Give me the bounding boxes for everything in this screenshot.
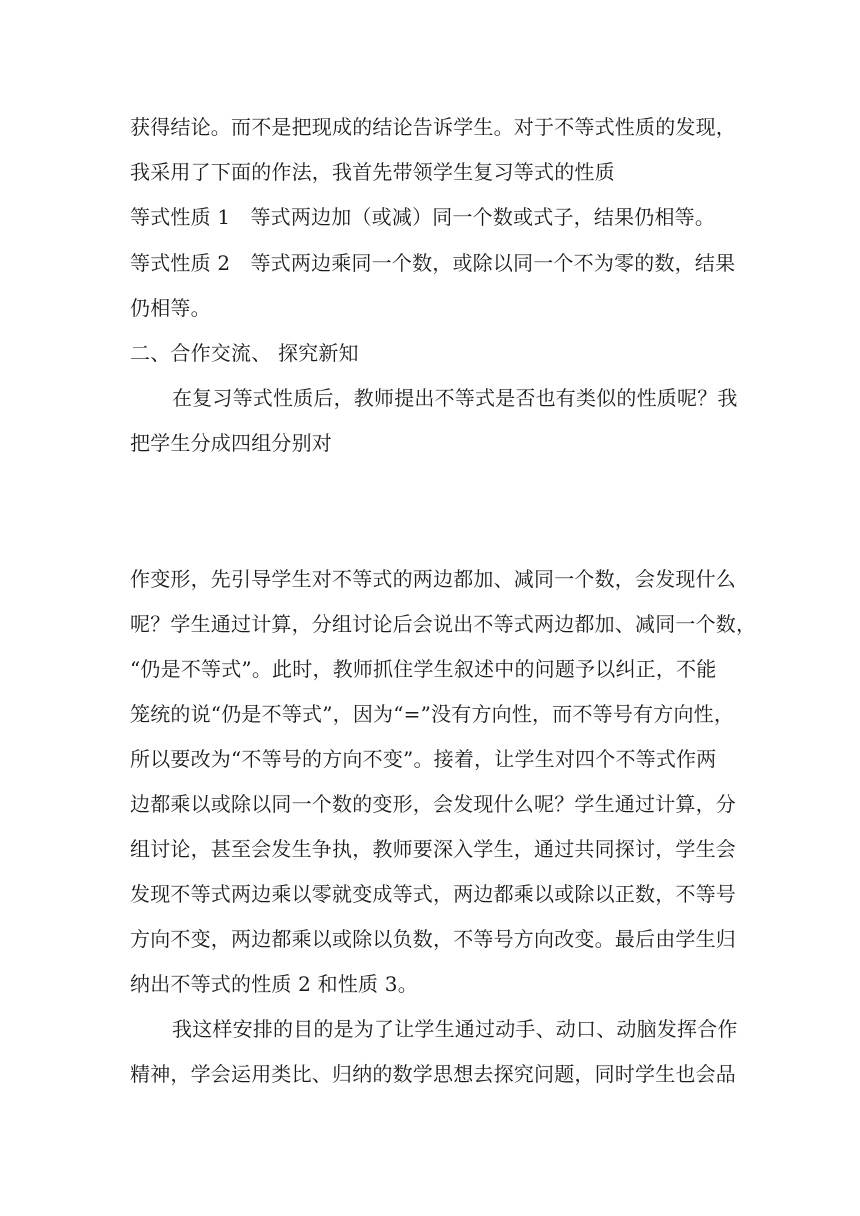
text-line: 组讨论，甚至会发生争执，教师要深入学生，通过共同探讨，学生会	[130, 837, 736, 861]
text-line: 呢？学生通过计算，分组讨论后会说出不等式两边都加、减同一个数，	[130, 612, 757, 636]
text-line: 所以要改为“不等号的方向不变”。接着，让学生对四个不等式作两	[130, 747, 717, 771]
text-line: “仍是不等式”。此时，教师抓住学生叙述中的问题予以纠正，不能	[130, 657, 717, 681]
text-line: 仍相等。	[130, 296, 211, 320]
text-line: 边都乘以或除以同一个数的变形，会发现什么呢？学生通过计算，分	[130, 792, 736, 816]
text-line: 我这样安排的目的是为了让学生通过动手、动口、动脑发挥合作	[172, 1017, 738, 1041]
text-line: 我采用了下面的作法，我首先带领学生复习等式的性质	[130, 160, 615, 184]
text-line: 发现不等式两边乘以零就变成等式，两边都乘以或除以正数，不等号	[130, 882, 736, 906]
text-line: 把学生分成四组分别对	[130, 431, 332, 455]
text-line: 纳出不等式的性质 2 和性质 3。	[130, 972, 418, 996]
text-line: 笼统的说“仍是不等式”，因为“=”没有方向性，而不等号有方向性，	[130, 702, 735, 726]
text-line: 获得结论。而不是把现成的结论告诉学生。对于不等式性质的发现，	[130, 115, 736, 139]
text-line: 在复习等式性质后，教师提出不等式是否也有类似的性质呢？我	[172, 386, 738, 410]
text-line: 方向不变，两边都乘以或除以负数，不等号方向改变。最后由学生归	[130, 927, 736, 951]
section-heading: 二、合作交流、 探究新知	[130, 341, 359, 365]
text-line: 等式性质 1 等式两边加（或减）同一个数或式子，结果仍相等。	[130, 205, 716, 229]
text-line: 等式性质 2 等式两边乘同一个数，或除以同一个不为零的数，结果	[130, 251, 736, 275]
text-line: 作变形，先引导学生对不等式的两边都加、减同一个数，会发现什么	[130, 567, 736, 591]
text-line: 精神，学会运用类比、归纳的数学思想去探究问题，同时学生也会品	[130, 1062, 736, 1086]
